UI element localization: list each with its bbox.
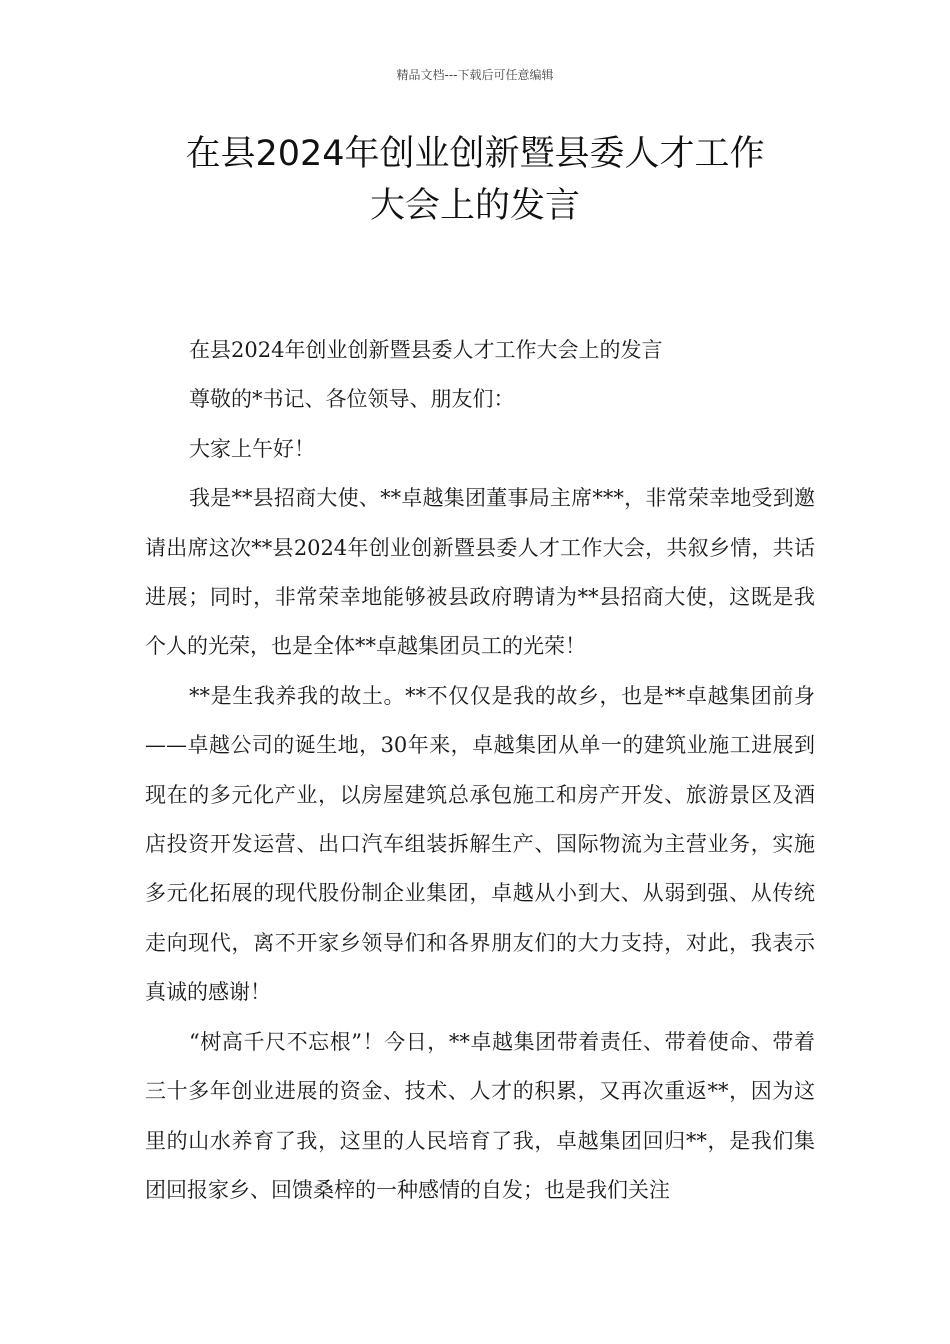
header-note: 精品文档---下载后可任意编辑 [396, 68, 554, 82]
title-line-1: 在县2024年创业创新暨县委人才工作 [185, 134, 765, 174]
paragraph-salutation: 尊敬的*书记、各位领导、朋友们： [189, 387, 515, 412]
document-body [145, 326, 815, 1215]
title-line-2: 大会上的发言 [369, 186, 580, 226]
paragraph-greeting: 大家上午好！ [189, 436, 315, 461]
paragraph-heading-repeat: 在县2024年创业创新暨县委人才工作大会上的发言 [189, 338, 663, 362]
document-title [100, 128, 850, 232]
paragraph-introduction: 我是**县招商大使、**卓越集团董事局主席***，非常荣幸地受到邀请出席这次**县2024年创业创新暨县委人才工作大会，共叙乡情，共话进展；同时，非常荣幸地能够被县政府聘请为**县招商大使，这既是我个人的光荣，也是全体**卓越集团员工的光荣！ [145, 486, 815, 659]
paragraph-return: “树高千尺不忘根”！今日，**卓越集团带着责任、带着使命、带着三十多年创业进展的资金、技术、人才的积累，又再次重返**，因为这里的山水养育了我，这里的人民培育了我，卓越集团回归**，是我们集团回报家乡、回馈桑梓的一种感情的自发；也是我们关注 [145, 1029, 815, 1202]
paragraph-hometown: **是生我养我的故土。**不仅仅是我的故乡，也是**卓越集团前身——卓越公司的诞生地，30年来，卓越集团从单一的建筑业施工进展到现在的多元化产业，以房屋建筑总承包施工和房产开发、旅游景区及酒店投资开发运营、出口汽车组装拆解生产、国际物流为主营业务，实施多元化拓展的现代股份制企业集团，卓越从小到大、从弱到强、从传统走向现代，离不开家乡领导们和各界朋友们的大力支持，对此，我表示真诚的感谢！ [145, 683, 815, 1005]
